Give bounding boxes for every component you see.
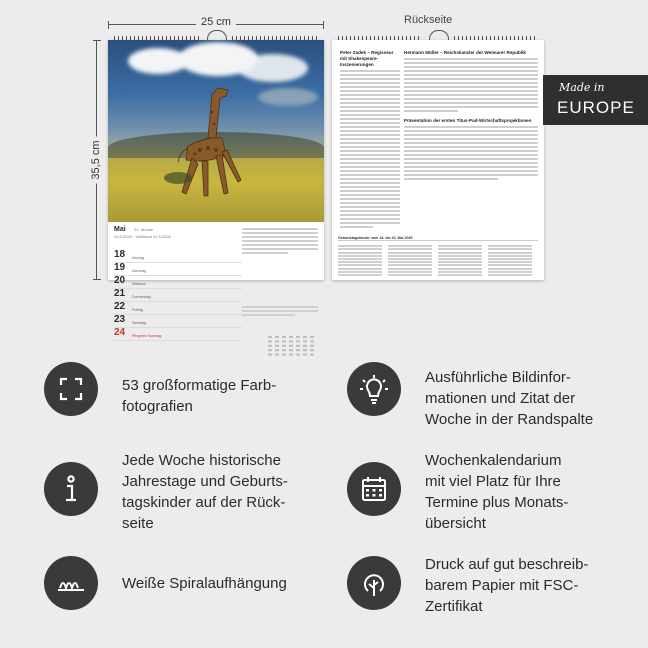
back-right-title: Hermann Müller – Reichskanzler der Weimarer Republik: [404, 50, 526, 55]
width-label: 25 cm: [196, 16, 236, 28]
info-icon: [44, 462, 98, 516]
fullscreen-frame-icon: [44, 362, 98, 416]
day-row: [114, 250, 242, 263]
weekly-quote-text: [242, 304, 318, 318]
calendar-front-page: [108, 40, 324, 280]
day-number: 18: [114, 249, 126, 260]
day-row: [114, 315, 242, 328]
week-number: 21. Woche: [134, 227, 154, 232]
day-name: Montag: [132, 256, 144, 260]
made-in-europe-badge: [543, 75, 648, 125]
calendar-back-page: [332, 40, 544, 280]
month-name: Mai: [114, 226, 126, 233]
lightbulb-icon: [347, 362, 401, 416]
height-dimension: [86, 40, 106, 280]
back-column-right: [404, 50, 538, 182]
day-name: Samstag: [132, 321, 147, 325]
day-number: 21: [114, 288, 126, 299]
calendar-icon: [347, 462, 401, 516]
day-number: 24: [114, 327, 126, 338]
feature-spiral-text: Weiße Spiralaufhängung: [122, 575, 287, 592]
day-name: Donnerstag: [132, 295, 151, 299]
moon-phases: 20.5.2026 · Vollmond 31.5.2026: [114, 234, 171, 239]
badge-europe: EUROPE: [557, 98, 635, 117]
day-row: [114, 328, 242, 341]
day-name: Dienstag: [132, 269, 147, 273]
day-row: [114, 289, 242, 302]
feature-calendar-text: Wochenkalendarium mit viel Platz für Ihre Termine plus Monats- übersicht: [425, 452, 569, 532]
month-overview-grid: [268, 336, 318, 358]
feature-info-text: Ausführliche Bildinfor- mationen und Zitat der Woche in der Randspalte: [425, 369, 594, 428]
day-number: 22: [114, 301, 126, 312]
day-number: 23: [114, 314, 126, 325]
birthdays-heading: Geburtstagskinder vom 18. bis 24. Mai 2026: [338, 236, 538, 241]
back-right-title-2: Präsentation der ersten Titus-Pad-Wirtschaftsprojektionen: [404, 118, 532, 123]
feature-history-text: Jede Woche historische Jahrestage und Geburts- tagskinder auf der Rück- seite: [122, 452, 288, 532]
day-name: Freitag: [132, 308, 144, 312]
day-number: 20: [114, 275, 126, 286]
spiral-binding-icon: [44, 556, 98, 610]
day-row: [114, 302, 242, 315]
feature-photos-text: 53 großformatige Farb- fotografien: [122, 377, 277, 415]
feature-paper-text: Druck auf gut beschreib- barem Papier mit FSC- Zertifikat: [425, 556, 589, 615]
day-row: [114, 263, 242, 276]
height-label: 35,5 cm: [90, 136, 102, 183]
birthdays-section: [338, 236, 538, 278]
badge-made-in: Made in: [559, 81, 605, 94]
back-side-label: Rückseite: [404, 14, 453, 26]
day-row: [114, 276, 242, 289]
back-left-title: Peter Zadek – Regisseur mit Shakespeare-Inszenierungen: [340, 50, 394, 67]
day-number: 19: [114, 262, 126, 273]
giraffe-illustration: [150, 80, 270, 222]
tree-icon: [347, 556, 401, 610]
day-name: Mittwoch: [132, 282, 147, 286]
back-column-left: [340, 50, 400, 230]
photo-caption-text: [242, 226, 318, 256]
giraffe-photo: [108, 40, 324, 222]
day-list: [114, 250, 242, 341]
day-name: Pfingsten Sonntag: [132, 334, 162, 338]
